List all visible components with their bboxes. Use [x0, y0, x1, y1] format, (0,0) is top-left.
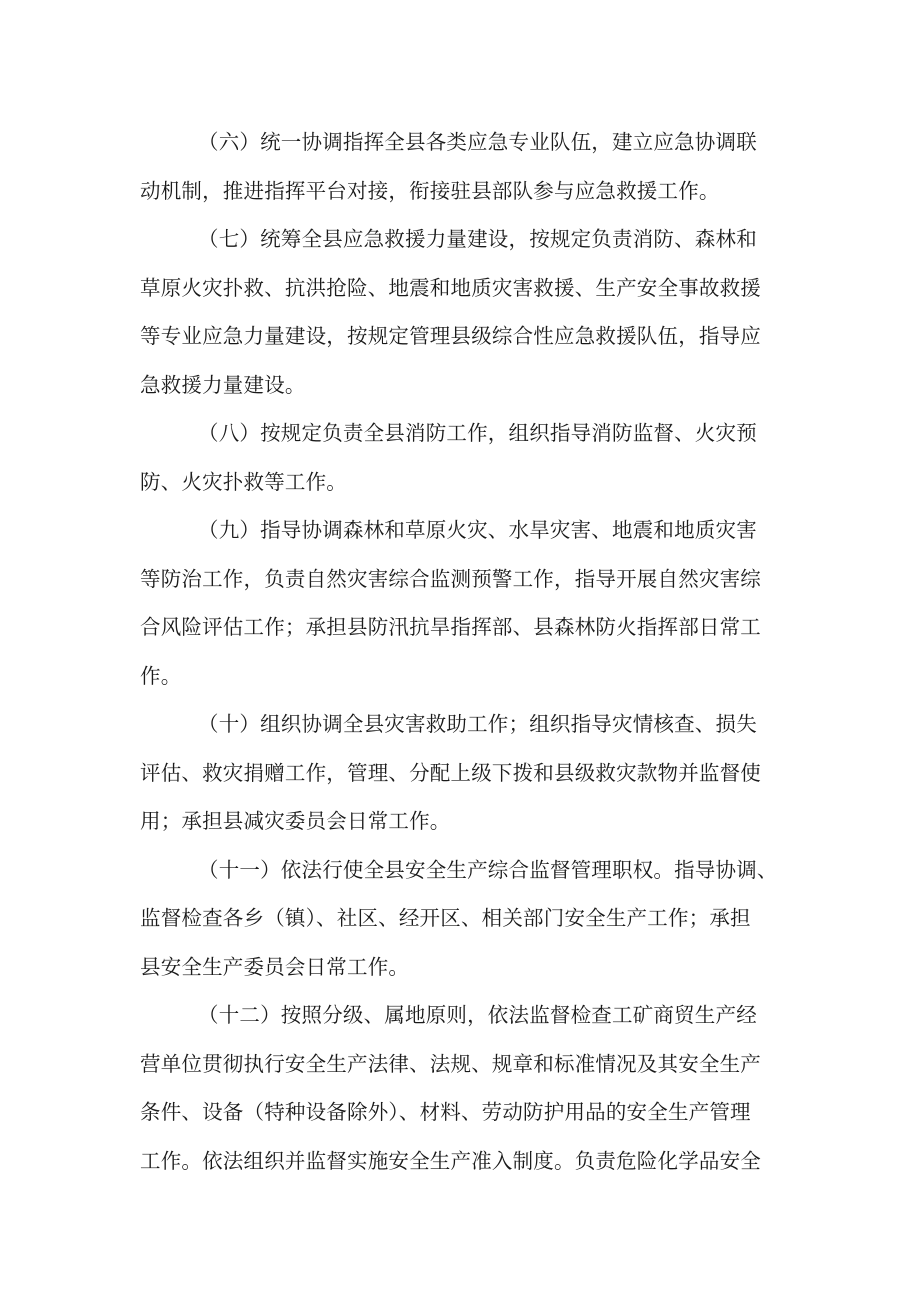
paragraph-line: （十）组织协调全县灾害救助工作；组织指导灾情核查、损失	[198, 712, 757, 736]
paragraph-9	[140, 506, 790, 700]
paragraph-line: 动机制，推进指挥平台对接，衔接驻县部队参与应急救援工作。	[140, 178, 720, 203]
document-body	[140, 118, 790, 1185]
paragraph-line: 防、火灾扑救等工作。	[140, 469, 347, 494]
paragraph-line: 急救援力量建设。	[140, 372, 306, 397]
paragraph-8	[140, 409, 790, 506]
paragraph-line: 条件、设备（特种设备除外）、材料、劳动防护用品的安全生产管理	[140, 1100, 751, 1124]
paragraph-line: 评估、救灾捐赠工作，管理、分配上级下拨和县级救灾款物并监督使	[140, 760, 761, 785]
paragraph-line: （六）统一协调指挥全县各类应急专业队伍，建立应急协调联	[198, 130, 757, 154]
paragraph-line: （八）按规定负责全县消防工作，组织指导消防监督、火灾预	[198, 421, 757, 445]
paragraph-7	[140, 215, 790, 409]
paragraph-line: 县安全生产委员会日常工作。	[140, 954, 410, 979]
paragraph-6	[140, 118, 790, 215]
paragraph-line: （十一）依法行使全县安全生产综合监督管理职权。指导协调、	[198, 857, 778, 882]
paragraph-line: 合风险评估工作；承担县防汛抗旱指挥部、县森林防火指挥部日常工	[140, 615, 761, 639]
paragraph-line: （七）统筹全县应急救援力量建设，按规定负责消防、森林和	[198, 227, 757, 251]
paragraph-line: 等防治工作，负责自然灾害综合监测预警工作，指导开展自然灾害综	[140, 566, 761, 591]
paragraph-line: （十二）按照分级、属地原则，依法监督检查工矿商贸生产经	[198, 1003, 757, 1027]
paragraph-line: 监督检查各乡（镇）、社区、经开区、相关部门安全生产工作；承担	[140, 906, 751, 930]
paragraph-line: 作。	[140, 663, 182, 688]
paragraph-12	[140, 991, 790, 1185]
paragraph-10	[140, 700, 790, 846]
paragraph-11	[140, 846, 790, 992]
paragraph-line: 营单位贯彻执行安全生产法律、法规、规章和标准情况及其安全生产	[140, 1051, 761, 1076]
paragraph-line: （九）指导协调森林和草原火灾、水旱灾害、地震和地质灾害	[198, 518, 757, 542]
paragraph-line: 草原火灾扑救、抗洪抢险、地震和地质灾害救援、生产安全事故救援	[140, 275, 761, 300]
paragraph-line: 工作。依法组织并监督实施安全生产准入制度。负责危险化学品安全	[140, 1148, 761, 1173]
paragraph-line: 用；承担县减灾委员会日常工作。	[140, 809, 451, 833]
paragraph-line: 等专业应急力量建设，按规定管理县级综合性应急救援队伍，指导应	[140, 324, 761, 348]
